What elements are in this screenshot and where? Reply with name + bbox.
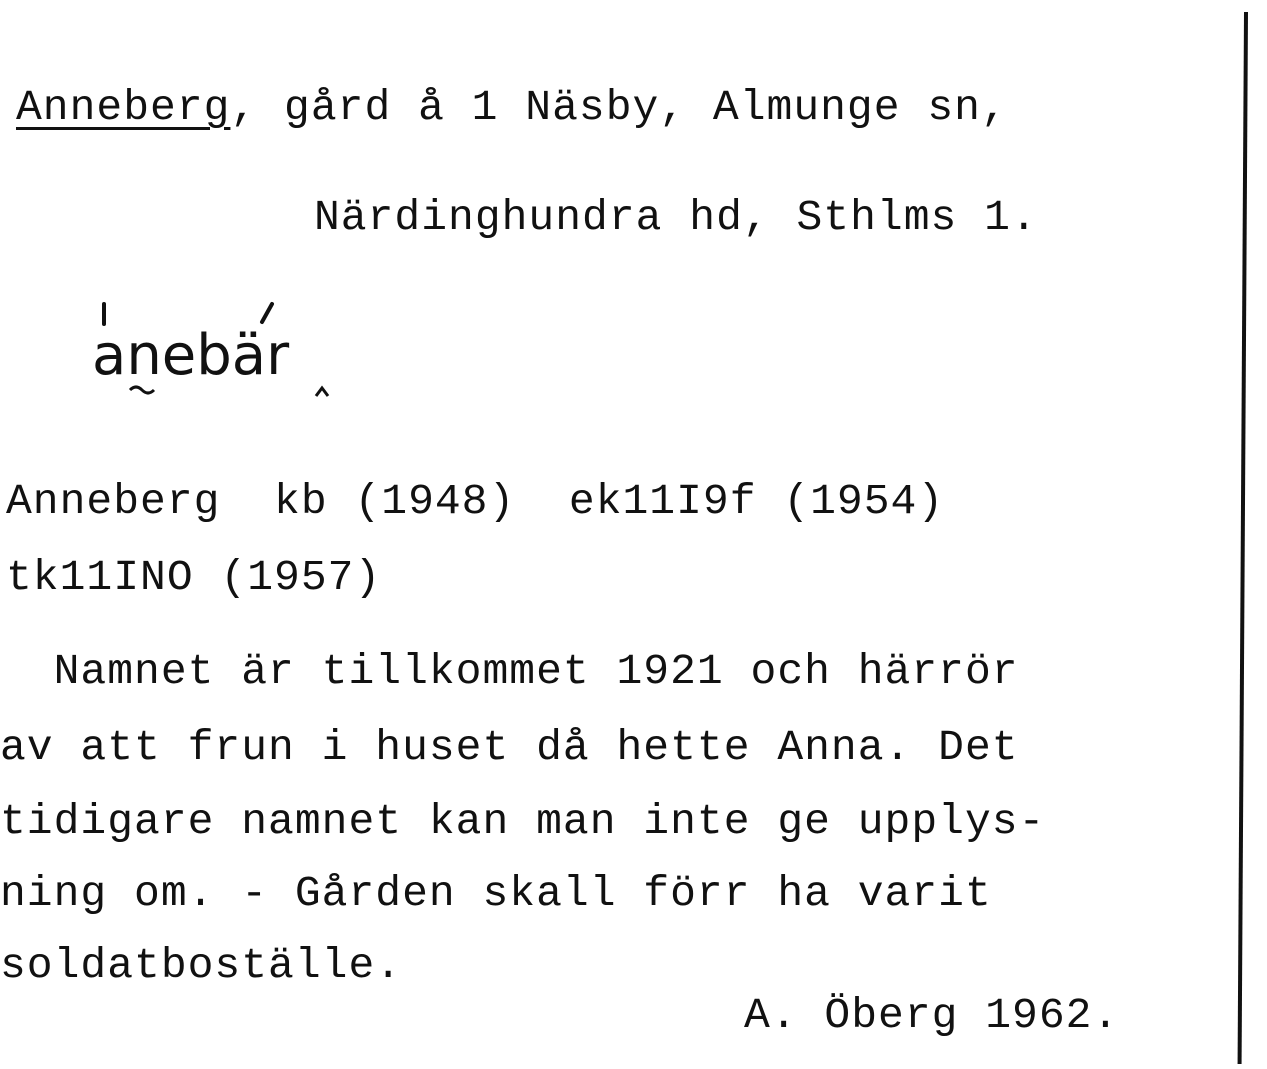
phonetic-handwriting	[82, 292, 352, 412]
records-line-2: tk11INO (1957)	[6, 553, 382, 602]
body-line-2: av att frun i huset då hette Anna. Det	[0, 723, 1019, 772]
card-header-line-2: Närdinghundra hd, Sthlms 1.	[314, 193, 1038, 242]
body-line-4: ning om. - Gården skall förr ha varit	[0, 869, 992, 918]
phonetic-transcription	[82, 292, 352, 412]
body-line-3: tidigare namnet kan man inte ge upplys-	[0, 797, 1046, 846]
phonetic-text: anebär	[92, 323, 290, 388]
header-location: , gård å 1 Näsby, Almunge sn,	[230, 83, 1008, 132]
headword: Anneberg	[16, 83, 231, 132]
card-edge-rule	[1238, 12, 1248, 1064]
signature: A. Öberg 1962.	[744, 991, 1120, 1040]
records-line-1: Anneberg kb (1948) ek11I9f (1954)	[6, 477, 945, 526]
body-line-5: soldatboställe.	[0, 941, 403, 990]
body-line-1: Namnet är tillkommet 1921 och härrör	[0, 647, 1019, 696]
card-header-line-1	[16, 83, 1008, 132]
